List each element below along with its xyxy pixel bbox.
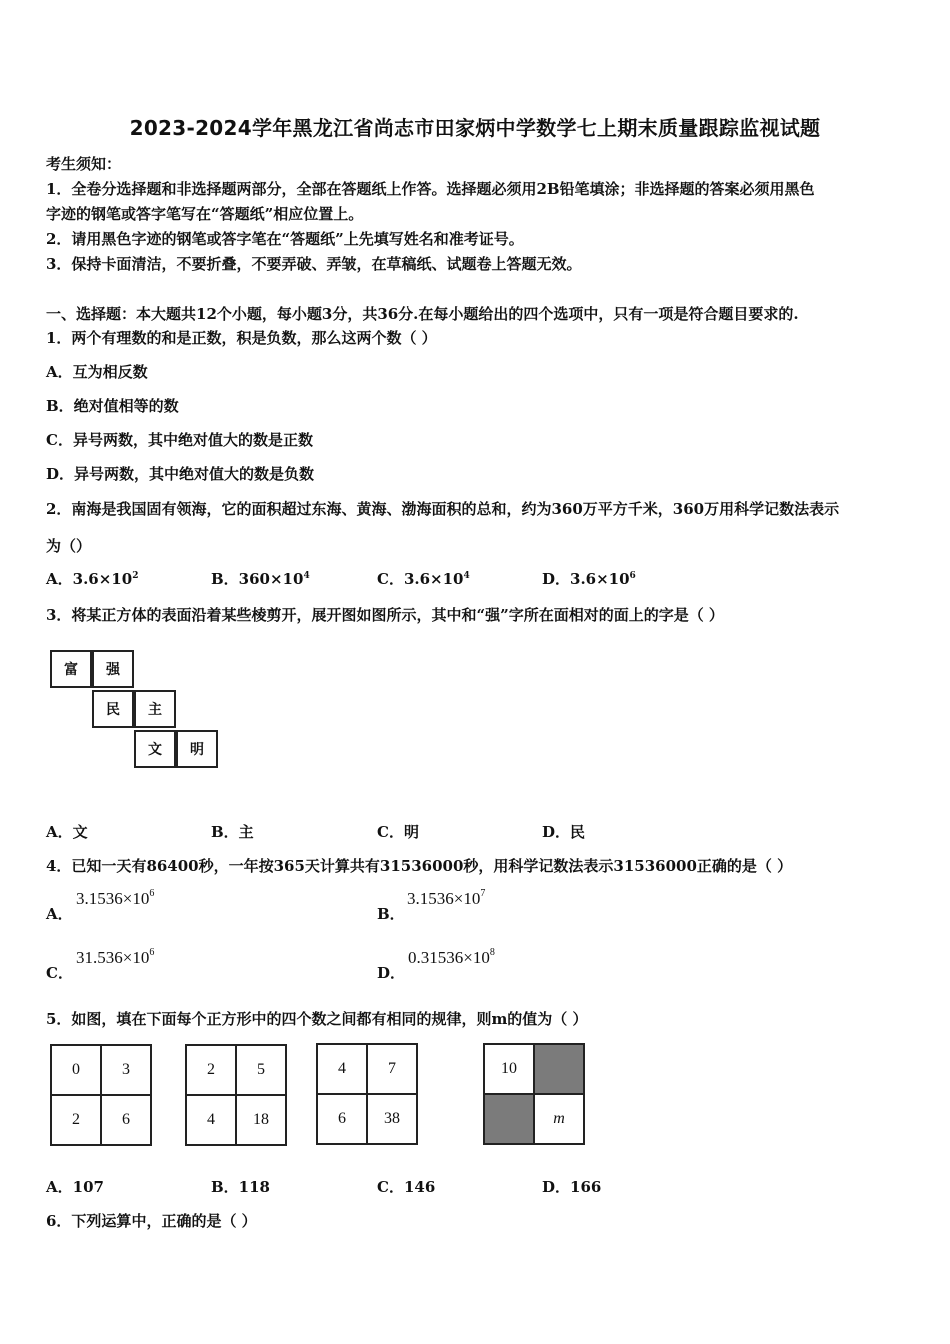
q5-option-a: A．107 — [46, 1178, 104, 1196]
number-square-1 — [50, 1044, 152, 1146]
q3-option-c: C．明 — [377, 823, 419, 841]
net-cell: 强 — [92, 650, 134, 688]
q4-option-c-label: C． — [46, 964, 73, 982]
notice-line-1a: 1．全卷分选择题和非选择题两部分，全部在答题纸上作答。选择题必须用2B铅笔填涂；非选择题的答案必须用黑色 — [46, 180, 815, 198]
q5-option-b: B．118 — [211, 1178, 270, 1196]
q4-option-d-expr: $0.31536\times 10^8$ — [408, 947, 495, 967]
net-cell: 明 — [176, 730, 218, 768]
q2-stem-1: 2．南海是我国固有领海，它的面积超过东海、黄海、渤海面积的总和，约为360万平方千米，360万用科学记数法表示 — [46, 500, 840, 518]
square-cell: 4 — [186, 1095, 236, 1145]
section-heading: 一、选择题：本大题共12个小题，每小题3分，共36分.在每小题给出的四个选项中，只有一项是符合题目要求的. — [46, 305, 799, 323]
q4-option-b-expr: $3.1536\times 10^7$ — [407, 888, 486, 908]
q5-option-c: C．146 — [377, 1178, 436, 1196]
q5-option-d: D．166 — [542, 1178, 602, 1196]
net-cell: 富 — [50, 650, 92, 688]
q6-stem: 6．下列运算中，正确的是（ ） — [46, 1212, 257, 1230]
q4-option-c-expr: $31.536\times 10^6$ — [76, 947, 155, 967]
q5-stem: 5．如图，填在下面每个正方形中的四个数之间都有相同的规律，则m的值为（ ） — [46, 1010, 588, 1028]
net-cell: 主 — [134, 690, 176, 728]
page-title: 2023-2024学年黑龙江省尚志市田家炳中学数学七上期末质量跟踪监视试题 — [129, 116, 821, 140]
net-cell: 文 — [134, 730, 176, 768]
notice-line-2: 2．请用黑色字迹的钢笔或答字笔在“答题纸”上先填写姓名和准考证号。 — [46, 230, 524, 248]
square-cell: 3 — [101, 1045, 151, 1095]
shaded-cell — [534, 1044, 584, 1094]
q1-option-c: C．异号两数，其中绝对值大的数是正数 — [46, 431, 313, 449]
notice-line-3: 3．保持卡面清洁，不要折叠，不要弄破、弄皱，在草稿纸、试题卷上答题无效。 — [46, 255, 582, 273]
cube-net-figure — [48, 648, 223, 773]
q3-option-b: B．主 — [211, 823, 254, 841]
q4-stem: 4．已知一天有86400秒，一年按365天计算共有31536000秒，用科学记数法表示31536000正确的是（ ） — [46, 857, 793, 875]
q4-option-b-label: B． — [377, 905, 405, 923]
q2-option-b: B．$360\times 10^4$ — [211, 570, 310, 588]
square-cell: 0 — [51, 1045, 101, 1095]
square-cell: 5 — [236, 1045, 286, 1095]
q1-stem: 1．两个有理数的和是正数，积是负数，那么这两个数（ ） — [46, 329, 437, 347]
q3-stem: 3．将某正方体的表面沿着某些棱剪开，展开图如图所示，其中和“强”字所在面相对的面上的字是（ ） — [46, 606, 724, 624]
square-cell: 18 — [236, 1095, 286, 1145]
q3-option-a: A．文 — [46, 823, 88, 841]
q4-option-d-label: D． — [377, 964, 406, 982]
q2-stem-2: 为（） — [46, 537, 92, 555]
q1-option-b: B．绝对值相等的数 — [46, 397, 179, 415]
number-square-3 — [316, 1043, 418, 1145]
square-cell: 6 — [101, 1095, 151, 1145]
q4-option-a-expr: $3.1536\times 10^6$ — [76, 888, 155, 908]
notice-line-1b: 字迹的钢笔或答字笔写在“答题纸”相应位置上。 — [46, 205, 364, 223]
q4-option-a-label: A． — [46, 905, 73, 923]
square-cell: 2 — [186, 1045, 236, 1095]
q2-option-d: D．$3.6\times 10^6$ — [542, 570, 636, 588]
number-square-2 — [185, 1044, 287, 1146]
notice-heading: 考生须知： — [46, 155, 122, 173]
square-cell: 2 — [51, 1095, 101, 1145]
net-cell: 民 — [92, 690, 134, 728]
q1-option-a: A．互为相反数 — [46, 363, 148, 381]
square-cell-m: m — [534, 1094, 584, 1144]
square-cell: 4 — [317, 1044, 367, 1094]
square-cell: 6 — [317, 1094, 367, 1144]
q1-option-d: D．异号两数，其中绝对值大的数是负数 — [46, 465, 315, 483]
q3-option-d: D．民 — [542, 823, 586, 841]
shaded-cell — [484, 1094, 534, 1144]
q2-option-c: C．$3.6\times 10^4$ — [377, 570, 470, 588]
square-cell: 38 — [367, 1094, 417, 1144]
square-cell: 10 — [484, 1044, 534, 1094]
square-cell: 7 — [367, 1044, 417, 1094]
number-square-4 — [483, 1043, 585, 1145]
q2-option-a: A．$3.6\times 10^2$ — [46, 570, 139, 588]
